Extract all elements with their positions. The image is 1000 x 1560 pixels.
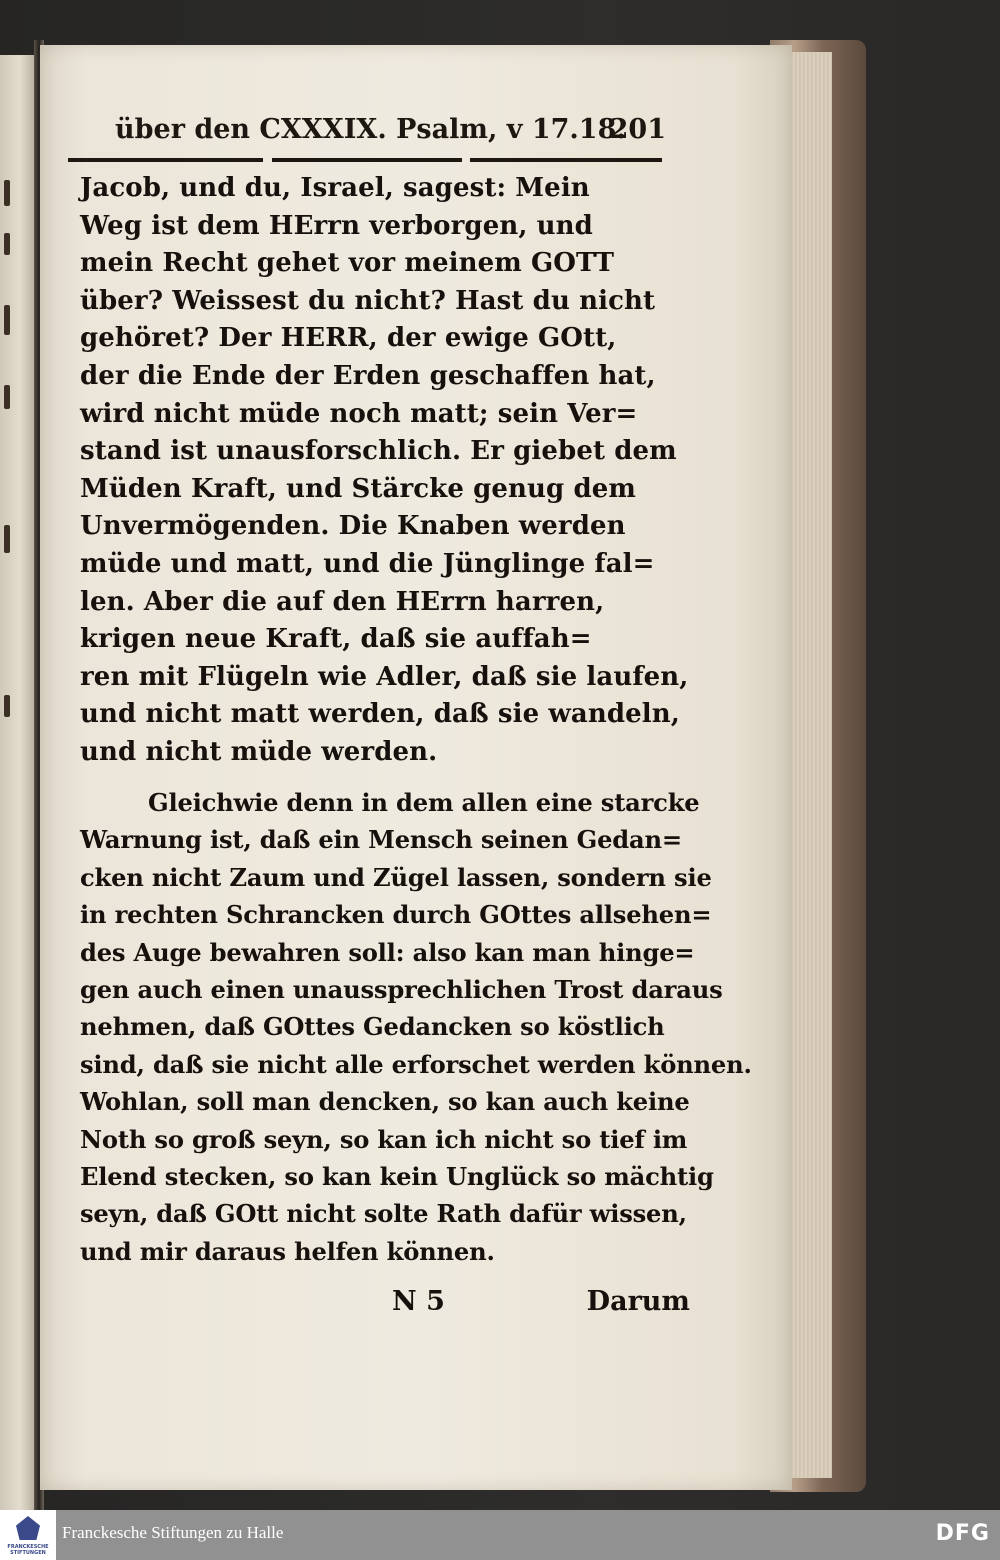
text-line: stand ist unausforschlich. Er giebet dem [80, 436, 677, 467]
text-line: der die Ende der Erden geschaffen hat, [80, 360, 656, 391]
previous-page-ink-mark [4, 180, 10, 206]
text-line: Warnung ist, daß ein Mensch seinen Gedan= [80, 825, 682, 855]
text-line: und nicht müde werden. [80, 736, 438, 767]
previous-page-ink-mark [4, 525, 10, 553]
text-line: Unvermögenden. Die Knaben werden [80, 511, 626, 542]
text-line: müde und matt, und die Jünglinge fal= [80, 548, 655, 579]
previous-page-ink-mark [4, 385, 10, 409]
institution-name[interactable]: Franckesche Stiftungen zu Halle [62, 1523, 284, 1542]
institution-footer-bar [0, 1510, 1000, 1560]
text-line: Elend stecken, so kan kein Unglück so mächtig [80, 1162, 714, 1192]
logo-text: FRANCKESCHE STIFTUNGEN [7, 1544, 49, 1556]
paragraph-commentary [80, 784, 752, 1270]
building-icon [16, 1516, 40, 1540]
page-number: 201 [609, 114, 666, 145]
text-line: Jacob, und du, Israel, sagest: Mein [80, 173, 590, 203]
header-rule [272, 158, 462, 162]
signature-mark: N 5 [392, 1286, 445, 1317]
text-line: krigen neue Kraft, daß sie auffah= [80, 624, 592, 655]
header-rule [68, 158, 263, 162]
text-line: mein Recht gehet vor meinem GOTT [80, 248, 615, 279]
previous-page-ink-mark [4, 305, 10, 335]
text-line: nehmen, daß GOttes Gedancken so köstlich [80, 1012, 665, 1042]
dfg-logo[interactable]: DFG [935, 1521, 990, 1546]
running-title: über den CXXXIX. Psalm, v 17.18. [115, 114, 626, 145]
previous-page-ink-mark [4, 233, 10, 255]
text-line: gehöret? Der HERR, der ewige GOtt, [80, 323, 617, 354]
text-line: wird nicht müde noch matt; sein Ver= [80, 398, 638, 429]
catchword: Darum [586, 1286, 690, 1317]
page-block-edge [790, 52, 832, 1478]
text-line: des Auge bewahren soll: also kan man hinge= [80, 937, 695, 967]
text-line: Weg ist dem HErrn verborgen, und [80, 210, 593, 241]
text-line: in rechten Schrancken durch GOttes allsehen= [80, 900, 712, 930]
franckesche-stiftungen-logo[interactable] [0, 1510, 56, 1560]
text-line: gen auch einen unaussprechlichen Trost daraus [80, 975, 723, 1005]
header-rule [470, 158, 662, 162]
previous-page-edge [0, 55, 36, 1510]
text-line: Wohlan, soll man dencken, so kan auch keine [80, 1087, 690, 1117]
text-line: Müden Kraft, und Stärcke genug dem [80, 473, 637, 504]
text-line: Noth so groß seyn, so kan ich nicht so tief im [80, 1124, 688, 1154]
text-line: cken nicht Zaum und Zügel lassen, sondern sie [80, 862, 712, 892]
text-line: sind, daß sie nicht alle erforschet werden können. [80, 1049, 752, 1079]
previous-page-ink-mark [4, 695, 10, 717]
text-line: ren mit Flügeln wie Adler, daß sie laufen, [80, 661, 689, 692]
page-footer [80, 1286, 690, 1326]
text-line: len. Aber die auf den HErrn harren, [80, 586, 605, 617]
page-header [78, 110, 668, 154]
text-line: und nicht matt werden, daß sie wandeln, [80, 699, 680, 730]
paragraph-scripture-quote [80, 170, 688, 772]
text-line: Gleichwie denn in dem allen eine starcke [148, 788, 700, 817]
text-line: seyn, daß GOtt nicht solte Rath dafür wissen, [80, 1199, 687, 1229]
text-line: und mir daraus helfen können. [80, 1236, 495, 1266]
text-line: über? Weissest du nicht? Hast du nicht [80, 285, 656, 316]
